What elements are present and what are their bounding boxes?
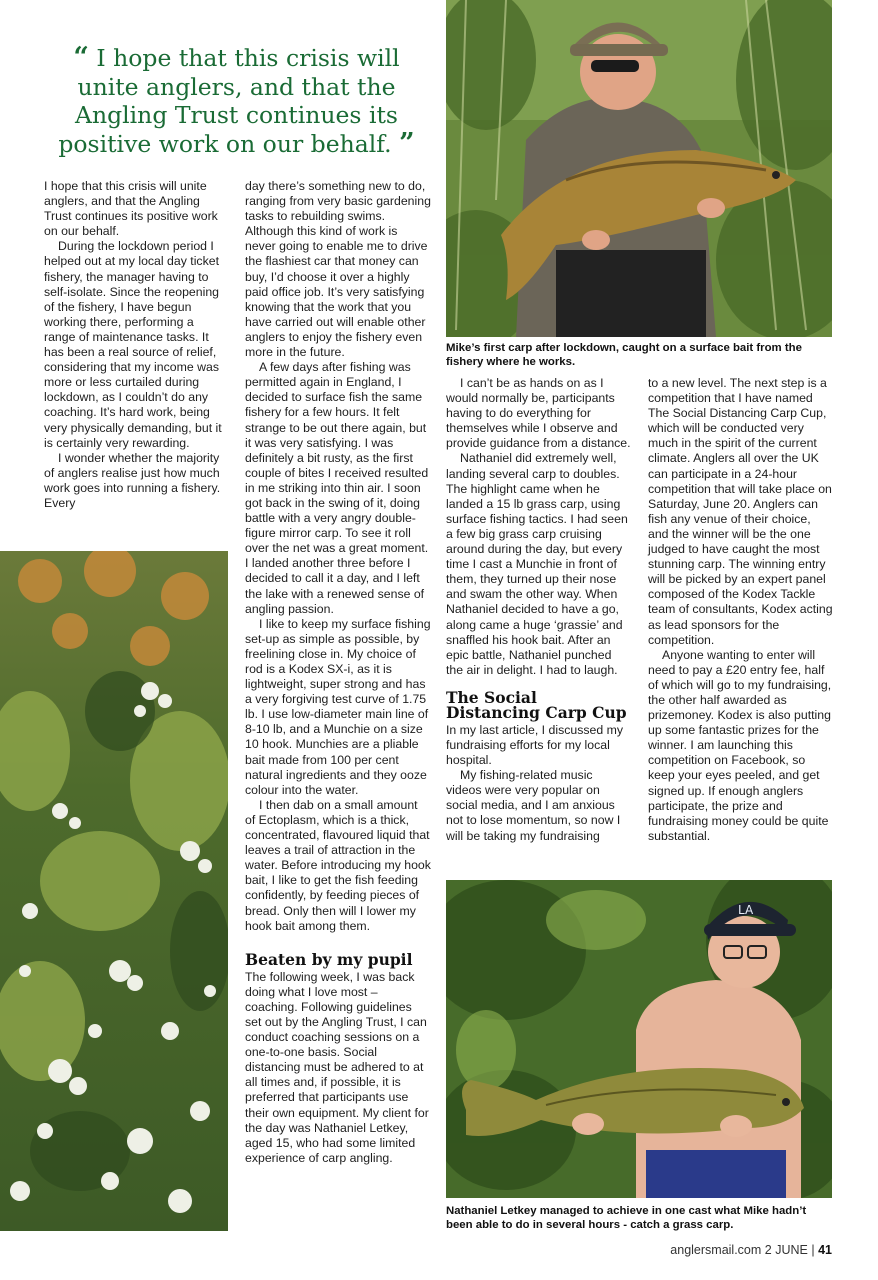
paragraph: I like to keep my surface fishing set-up as simple as possible, by freelining close in. My choice of rod is a Kodex SX-i, as it is lightweight, super strong and has a very forgiving test curve of 1.75 lb. I use low-diameter main line of 8-10 lb, and a Munchie on a size 10 hook. Munchies are a pliable bait made from 100 per cent natural ingredients and they ooze colour into the water.	[245, 616, 431, 797]
mike-holding-mirror-carp-image	[446, 0, 832, 337]
paragraph: I can’t be as hands on as I would normally be, participants having to do everything for themselves while I observe and provide guidance from a distance.	[446, 376, 631, 451]
paragraph: A few days after fishing was permitted again in England, I decided to surface fish the same fishery for a few hours. It felt strange to be out there again, but it was very satisfying. I was definitely a bit rusty, as the first couple of bites I received resulted in me striking into thin air. I soon got back in the swing of it, doing battle with a very angry double-figure mirror carp. To see it roll over the net was a great moment. I landed another three before I decided to call it a day, and I left the lake with a renewed sense of angling passion.	[245, 360, 429, 616]
body-column-3	[446, 376, 631, 844]
page-number: 41	[818, 1243, 832, 1257]
pull-quote	[44, 44, 429, 158]
mike-carp-photo	[446, 0, 832, 337]
top-photo-caption: Mike’s first carp after lockdown, caught on a surface bait from the fishery where he works.	[446, 342, 802, 368]
open-quote-mark: “	[73, 42, 89, 73]
paragraph: My fishing-related music videos were very popular on social media, and I am anxious not to lose momentum, so now I will be taking my fundraising	[446, 768, 621, 843]
close-quote-mark: ”	[399, 127, 415, 159]
hat-logo: LA	[738, 903, 754, 917]
body-column-1	[44, 179, 222, 511]
body-column-2	[245, 179, 431, 1166]
flowering-hedge-image	[0, 551, 228, 1231]
paragraph: In my last article, I discussed my fundraising efforts for my local hospital.	[446, 722, 623, 768]
paragraph: Anyone wanting to enter will need to pay a £20 entry fee, half of which will go to my fundraising, the other half awarded as prizemoney. Kodex is also putting up some fantastic prizes for the winner. I am launching this competition on Facebook, so keep your eyes peeled, and get signed up. If enough anglers participate, the prize and fundraising money could be quite substantial.	[648, 647, 832, 843]
paragraph: The following week, I was back doing what I love most – coaching. Following guidelines set out by the Angling Trust, I can conduct coaching sessions on a one-to-one basis. Social distancing must be adhered to at all times and, if possible, it is preferred that participants use their own equipment. My client for the day was Nathaniel Letkey, aged 15, who had some limited experience of carp angling.	[245, 969, 429, 1165]
footer-date: 2 JUNE	[764, 1243, 808, 1257]
paragraph: I wonder whether the majority of anglers realise just how much work goes into running a fishery. Every	[44, 450, 221, 510]
nathaniel-grass-carp-photo	[446, 880, 832, 1198]
subheading-social-distancing-carp-cup: The Social Distancing Carp Cup	[446, 687, 627, 722]
paragraph: Nathaniel did extremely well, landing several carp to doubles. The highlight came when he landed a 15 lb grass carp, using surface fishing tactics. I had seen a few big grass carp cruising around during the day, but every time I cast a Munchie in front of them, they turned up their nose and swam the other way. When Nathaniel decided to have a go, along came a huge ‘grassie’ and snaffled his hook bait. After an epic battle, Nathaniel punched the air in delight. I had to laugh.	[446, 451, 628, 677]
bottom-photo-caption: Nathaniel Letkey managed to achieve in one cast what Mike hadn’t been able to do in several hours - catch a grass carp.	[446, 1205, 807, 1231]
paragraph: I then dab on a small amount of Ectoplasm, which is a thick, concentrated, flavoured liquid that leaves a trail of attraction in the water. Before introducing my hook bait, I like to get the fish feeding confidently, by feeding pieces of bread. Only then will I lower my hook bait among them.	[245, 797, 431, 933]
paragraph: I hope that this crisis will unite anglers, and that the Angling Trust continues its positive work on our behalf.	[44, 179, 218, 239]
paragraph: to a new level. The next step is a competition that I have named The Social Distancing Carp Cup, which will be conducted very much in the spirit of the current climate. Anglers all over the UK can participate in a 24-hour competition that will take place on Saturday, June 20. Anglers can fish any venue of their choice, and the winner will be the one judged to have caught the most stunning carp. The winning entry will be picked by an expert panel composed of the Kodex Tackle team of consultants, Kodex acting as lead sponsors for the competition.	[648, 376, 833, 647]
footer-site: anglersmail.com	[670, 1243, 762, 1257]
body-column-4	[648, 376, 834, 844]
subheading-beaten-by-my-pupil: Beaten by my pupil	[245, 949, 413, 969]
page-footer	[670, 1243, 832, 1257]
nathaniel-holding-grass-carp-image	[446, 880, 832, 1198]
footer-separator: |	[811, 1243, 815, 1257]
pull-quote-text: I hope that this crisis will unite anglers, and that the Angling Trust continues its positive work on our behalf.	[58, 44, 400, 158]
flowering-hedge-photo	[0, 551, 228, 1231]
paragraph: day there’s something new to do, ranging from very basic gardening tasks to rebuilding swims. Although this kind of work is never going to enable me to drive the flashiest car that money can buy, I’d choose it over a highly paid office job. It’s very satisfying knowing that the work that you have carried out will enable other anglers to enjoy the fishery even more in the future.	[245, 179, 431, 360]
paragraph: During the lockdown period I helped out at my local day ticket fishery, the manager having to self-isolate. Since the reopening of the fishery, I have begun working there, performing a range of maintenance tasks. It has been a real source of relief, considering that my income was more or less curtailed during lockdown, as I couldn’t do any coaching. It’s hard work, being very physically demanding, but it is certainly very rewarding.	[44, 239, 222, 450]
